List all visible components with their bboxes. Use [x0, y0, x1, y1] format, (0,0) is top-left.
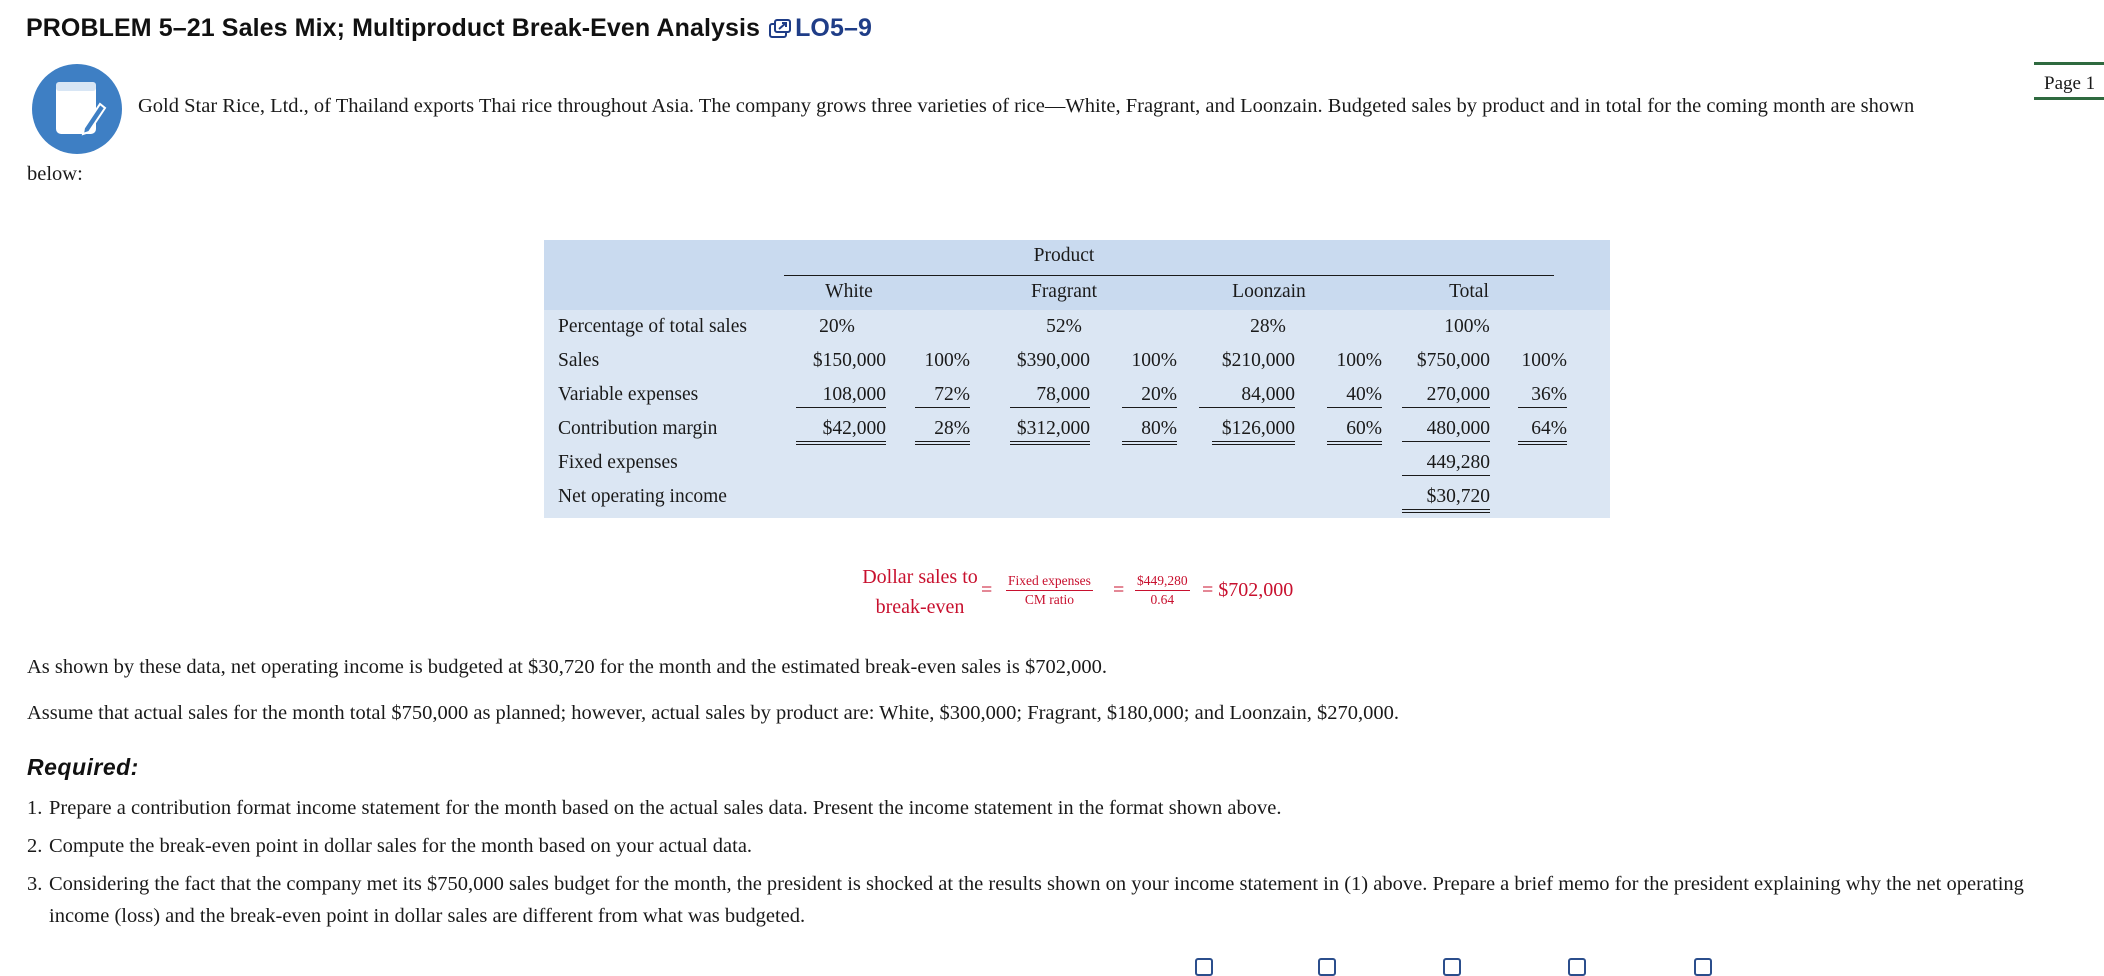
fraction-fixed-over-cm: [1006, 572, 1093, 609]
requirement-text: Prepare a contribution format income statement for the month based on the actual sales data. Present the income statement in the format shown above.: [49, 797, 1282, 819]
lo-link-label: LO5–9: [795, 14, 872, 42]
row-label: Fixed expenses: [558, 452, 678, 473]
cell-fragrant-variable: 78,000: [1010, 383, 1090, 408]
cell-loonzain-pct-of-sales: 28%: [1250, 316, 1286, 337]
product-header-rule: [784, 275, 1554, 276]
requirement-item: [27, 830, 2077, 862]
equals-sign: =: [1113, 579, 1125, 601]
equals-sign: =: [981, 579, 993, 601]
toolbar-checkbox[interactable]: [1694, 958, 1712, 976]
col-header-fragrant: Fragrant: [1030, 281, 1098, 302]
cell-fragrant-variable-pct: 20%: [1122, 383, 1177, 408]
cell-loonzain-cm: $126,000: [1212, 417, 1295, 445]
formula-lhs-line-1: Dollar sales to: [862, 566, 978, 588]
cell-total-noi: $30,720: [1402, 485, 1490, 513]
cell-white-pct-of-sales: 20%: [819, 316, 855, 337]
col-header-loonzain: Loonzain: [1232, 281, 1306, 302]
toolbar-checkbox[interactable]: [1195, 958, 1213, 976]
requirements-list: [27, 792, 2077, 938]
cell-fragrant-sales-pct: 100%: [1131, 350, 1177, 371]
cell-total-cm-pct: 64%: [1518, 417, 1567, 445]
formula-lhs: [850, 562, 993, 622]
cell-total-fixed: 449,280: [1402, 451, 1490, 476]
row-label: Percentage of total sales: [558, 316, 747, 337]
requirement-item: [27, 792, 2077, 824]
fraction-denominator: CM ratio: [1024, 592, 1074, 607]
col-header-total: Total: [1449, 281, 1489, 302]
cell-fragrant-cm-pct: 80%: [1122, 417, 1177, 445]
cell-white-sales-pct: 100%: [924, 350, 970, 371]
cell-white-cm: $42,000: [796, 417, 886, 445]
cell-loonzain-sales: $210,000: [1221, 350, 1295, 371]
requirement-number: 3.: [27, 873, 43, 895]
external-link-icon: [768, 18, 792, 40]
formula-result: = $702,000: [1202, 579, 1294, 601]
col-header-white: White: [825, 281, 873, 302]
toolbar-checkbox[interactable]: [1568, 958, 1586, 976]
intro-line-2: below:: [27, 163, 83, 185]
requirement-text: Compute the break-even point in dollar sales for the month based on your actual data.: [49, 835, 753, 857]
required-heading: Required:: [27, 754, 139, 780]
cell-loonzain-cm-pct: 60%: [1327, 417, 1382, 445]
cell-fragrant-sales: $390,000: [1016, 350, 1090, 371]
lo-link[interactable]: [768, 14, 872, 43]
notepad-pencil-icon[interactable]: [32, 64, 122, 154]
fraction-numerator: Fixed expenses: [1006, 572, 1093, 591]
cell-loonzain-variable-pct: 40%: [1327, 383, 1382, 408]
cell-fragrant-cm: $312,000: [1010, 417, 1090, 445]
requirement-number: 1.: [27, 797, 43, 819]
cell-loonzain-sales-pct: 100%: [1336, 350, 1382, 371]
fraction-numerator: $449,280: [1135, 572, 1190, 591]
cell-total-variable: 270,000: [1402, 383, 1490, 408]
fraction-denominator: 0.64: [1150, 592, 1175, 607]
cell-total-sales: $750,000: [1416, 350, 1490, 371]
page-tab[interactable]: Page 1: [2034, 62, 2104, 100]
problem-title: [26, 14, 872, 43]
cell-total-cm: 480,000: [1402, 417, 1490, 442]
cell-total-sales-pct: 100%: [1521, 350, 1567, 371]
row-label: Sales: [558, 350, 600, 371]
paragraph-actual-sales: Assume that actual sales for the month total $750,000 as planned; however, actual sales by product are: White, $300,000; Fragrant, $180,000; and Loonzain, $270,000.: [27, 702, 1399, 724]
fraction-values: [1135, 572, 1190, 609]
requirement-number: 2.: [27, 835, 43, 857]
toolbar-checkbox[interactable]: [1443, 958, 1461, 976]
intro-line-1: Gold Star Rice, Ltd., of Thailand exports Thai rice throughout Asia. The company grows three varieties of rice—White, Fragrant, and Loonzain. Budgeted sales by product and in total for the coming month are shown: [138, 95, 1915, 117]
row-label: Net operating income: [558, 486, 727, 507]
cell-total-variable-pct: 36%: [1518, 383, 1567, 408]
requirement-text: Considering the fact that the company met its $750,000 sales budget for the month, the president is shocked at the results shown on your income statement in (1) above. Prepare a brief memo for the president explaining why the net operating income (loss) and the break-even point in dollar sales are different from what was budgeted.: [49, 873, 2024, 927]
budget-income-statement: [544, 240, 1610, 518]
cell-loonzain-variable: 84,000: [1199, 383, 1295, 408]
cell-white-sales: $150,000: [812, 350, 886, 371]
toolbar-checkbox[interactable]: [1318, 958, 1336, 976]
product-header: Product: [1033, 245, 1095, 266]
cell-total-pct-of-sales: 100%: [1444, 316, 1490, 337]
row-label: Variable expenses: [558, 384, 699, 405]
cell-white-variable-pct: 72%: [915, 383, 970, 408]
formula-lhs-line-2: break-even: [875, 596, 965, 618]
cell-fragrant-pct-of-sales: 52%: [1046, 316, 1082, 337]
paragraph-budget-summary: As shown by these data, net operating income is budgeted at $30,720 for the month and the estimated break-even sales is $702,000.: [27, 656, 1107, 678]
problem-title-text: PROBLEM 5–21 Sales Mix; Multiproduct Break-Even Analysis: [26, 14, 761, 42]
cell-white-cm-pct: 28%: [915, 417, 970, 445]
requirement-item: [27, 868, 2077, 932]
cell-white-variable: 108,000: [796, 383, 886, 408]
row-label: Contribution margin: [558, 418, 718, 439]
